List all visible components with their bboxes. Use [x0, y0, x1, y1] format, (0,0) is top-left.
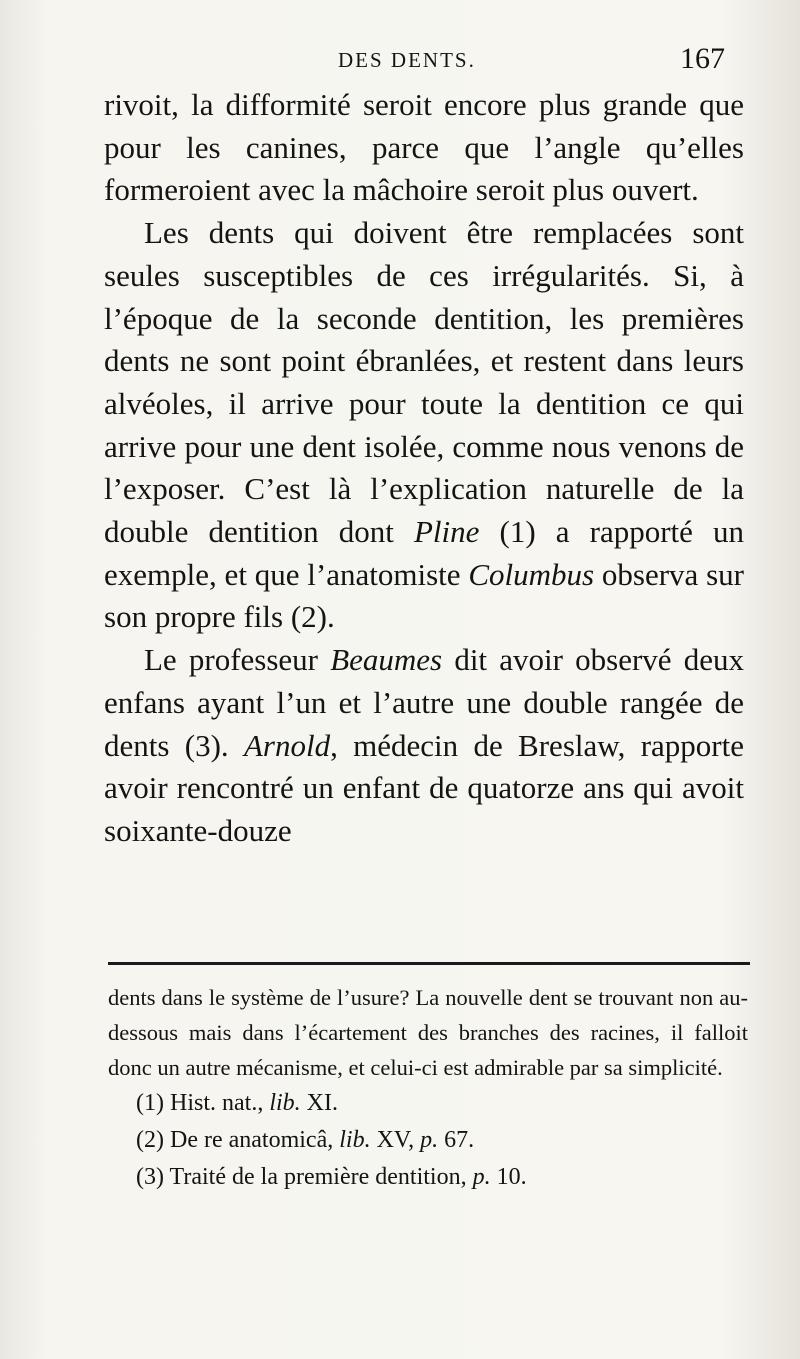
text-segment: Le professeur [144, 642, 331, 678]
footnote-rule [108, 962, 750, 965]
page-header [0, 42, 800, 82]
text-segment: Les dents qui doivent être remplacées sont seules susceptibles de ces irrégularités. Si, à l’époque de la seconde dentition, les premières dents ne sont point ébranlées, et restent dans leurs alvéoles, il arrive pour toute la dentition ce qui arrive pour une dent isolée, comme nous venons de l’exposer. C’est là l’explication naturelle de la double dentition dont [104, 215, 744, 550]
footnote-1 [108, 1085, 748, 1122]
footnote-italic: lib. [339, 1127, 371, 1153]
italic-name-columbus: Columbus [468, 556, 595, 592]
footnote-text: XV, [370, 1127, 421, 1153]
footnote-3 [108, 1159, 748, 1196]
page-number: 167 [680, 42, 725, 75]
text-segment: rivoit, la difformité seroit encore plus grande que pour les canines, parce que l’angle qu’elles formeroient avec la mâchoire seroit plus ouvert. [104, 87, 744, 208]
footnote-italic: p. [472, 1164, 491, 1190]
italic-name-beaumes: Beaumes [330, 642, 443, 678]
footnote-text: XI. [300, 1090, 338, 1116]
text-segment: (1) a rapporté un exemple, et que l’anatomiste [104, 514, 744, 592]
footnote-italic: lib. [269, 1090, 301, 1116]
footnotes-area [108, 980, 748, 1196]
footnote-text: (2) De re anatomicâ, [136, 1127, 340, 1153]
italic-name-pline: Pline [414, 514, 480, 550]
footnote-text: (3) Traité de la première dentition, [136, 1164, 473, 1190]
paragraph-1 [104, 84, 744, 212]
paragraph-2 [104, 212, 744, 639]
text-segment: observa sur son propre fils (2). [104, 556, 744, 635]
footnote-text: 10. [490, 1164, 527, 1190]
paragraph-3 [104, 639, 744, 853]
running-head: DES DENTS. [338, 48, 476, 72]
footnote-2 [108, 1122, 748, 1159]
italic-name-arnold: Arnold [243, 727, 331, 763]
footnote-text: 67. [438, 1127, 475, 1153]
note-continuation: dents dans le système de l’usure? La nouvelle dent se trouvant non au-dessous mais dans l’écartement des branches des racines, il falloit donc un autre mécanisme, et celui-ci est admirable par sa simplicité. [108, 985, 748, 1080]
text-segment: , médecin de Breslaw, rapporte avoir rencontré un enfant de quatorze ans qui avoit soixante-douze [104, 727, 744, 848]
footnote-text: (1) Hist. nat., [136, 1090, 270, 1116]
footnote-italic: p. [420, 1127, 439, 1153]
main-text [104, 84, 744, 853]
text-segment: dit avoir observé deux enfans ayant l’un et l’autre une double rangée de dents (3). [104, 642, 745, 763]
